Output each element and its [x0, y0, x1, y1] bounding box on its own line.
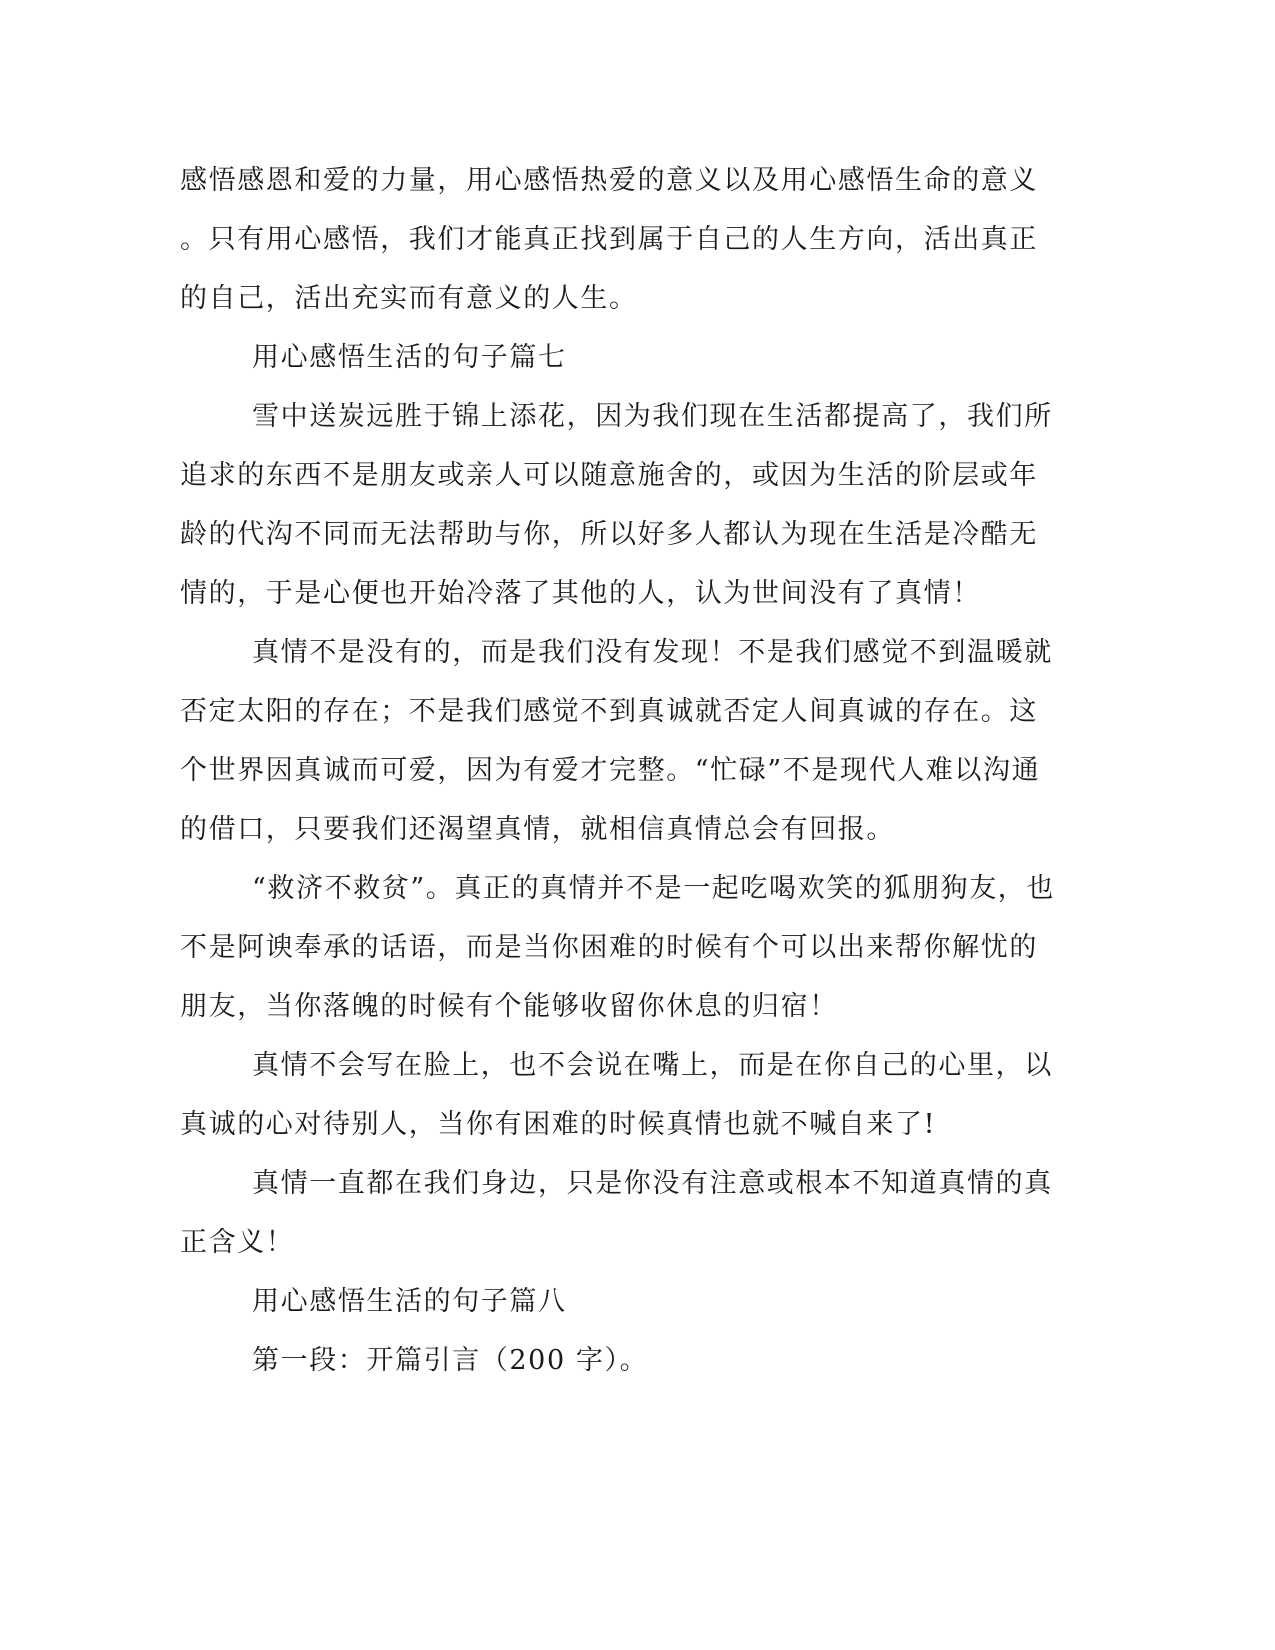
section-heading: 用心感悟生活的句子篇七: [252, 342, 567, 373]
text-line: 追求的东西不是朋友或亲人可以随意施舍的，或因为生活的阶层或年: [180, 460, 1038, 491]
text-line: 第一段：开篇引言（200 字）。: [252, 1345, 649, 1376]
text-line: 个世界因真诚而可爱，因为有爱才完整。“忙碌”不是现代人难以沟通: [180, 755, 1041, 786]
text-line: 真情一直都在我们身边，只是你没有注意或根本不知道真情的真: [252, 1168, 1053, 1199]
text-line: 龄的代沟不同而无法帮助与你，所以好多人都认为现在生活是冷酷无: [180, 519, 1038, 550]
text-line: 否定太阳的存在；不是我们感觉不到真诚就否定人间真诚的存在。这: [180, 696, 1038, 727]
text-line: 真情不会写在脸上，也不会说在嘴上，而是在你自己的心里，以: [252, 1050, 1053, 1081]
text-line: 。只有用心感悟，我们才能真正找到属于自己的人生方向，活出真正: [180, 224, 1038, 255]
text-line: 情的，于是心便也开始冷落了其他的人，认为世间没有了真情！: [180, 578, 981, 609]
text-line: 真情不是没有的，而是我们没有发现！不是我们感觉不到温暖就: [252, 637, 1053, 668]
section-heading: 用心感悟生活的句子篇八: [252, 1286, 567, 1317]
text-line: 雪中送炭远胜于锦上添花，因为我们现在生活都提高了，我们所: [252, 401, 1053, 432]
text-line: 朋友，当你落魄的时候有个能够收留你休息的归宿！: [180, 991, 838, 1022]
text-line: 感悟感恩和爱的力量，用心感悟热爱的意义以及用心感悟生命的意义: [180, 165, 1038, 196]
text-line: 正含义！: [180, 1227, 295, 1258]
text-line: 真诚的心对待别人，当你有困难的时候真情也就不喊自来了!: [180, 1109, 937, 1140]
text-line: “救济不救贫”。真正的真情并不是一起吃喝欢笑的狐朋狗友，也: [252, 873, 1056, 904]
text-line: 不是阿谀奉承的话语，而是当你困难的时候有个可以出来帮你解忧的: [180, 932, 1038, 963]
text-line: 的借口，只要我们还渴望真情，就相信真情总会有回报。: [180, 814, 895, 845]
text-line: 的自己，活出充实而有意义的人生。: [180, 283, 638, 314]
